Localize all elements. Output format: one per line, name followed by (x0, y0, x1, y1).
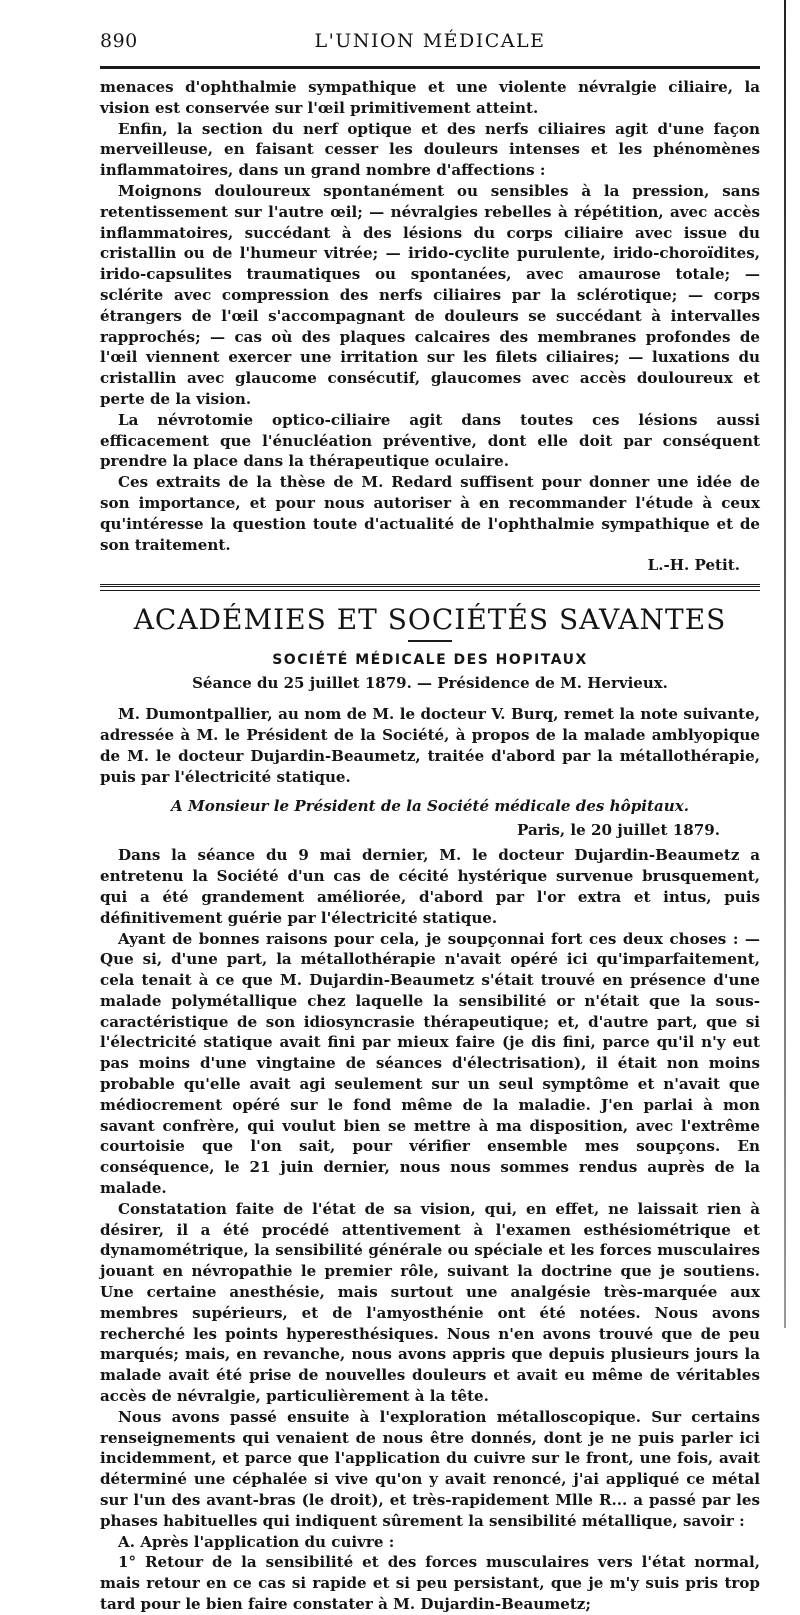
page-number: 890 (100, 30, 138, 52)
subsection-heading: A. Après l'application du cuivre : (118, 1532, 395, 1551)
paragraph: 1° Retour de la sensibilité et des forces musculaires vers l'état normal, mais retour en ce cas si rapide et si peu persistant, que je m'y suis pris trop tard pour le bien faire constater à M. Dujardin-Beaumetz; (100, 1553, 760, 1613)
society-title: SOCIÉTÉ MÉDICALE DES HOPITAUX (272, 652, 588, 669)
session-line: Séance du 25 juillet 1879. — Présidence de M. Hervieux. (192, 674, 668, 693)
letter-body (100, 845, 760, 1614)
paragraph: La névrotomie optico-ciliaire agit dans toutes ces lésions aussi efficacement que l'énucléation préventive, dont elle doit par conséquent prendre la place dans la thérapeutique oculaire. (100, 410, 760, 471)
signature: L.-H. Petit. (647, 556, 740, 575)
binding-edge (784, 0, 786, 1328)
paragraph: Ayant de bonnes raisons pour cela, je soupçonnai fort ces deux choses : — Que si, d'une part, la métallothérapie n'avait opéré ici qu'imparfaitement, cela tenait à ce que M. Dujardin-Beaumetz s'était trouvé en présence d'une malade polymétallique chez laquelle la sensibilité or n'était que la sous-caractéristique de son idiosyncrasie thérapeutique; et, d'autre part, que si l'électricité statique avait fini par mieux faire (je dis fini, parce qu'il n'y eut pas moins d'une vingtaine de séances d'électrisation), il était non moins probable qu'elle avait agi seulement sur un seul symptôme et n'avait que médiocrement opéré sur le fond même de la maladie. J'en parlai à mon savant confrère, qui voulut bien se mettre à ma disposition, avec l'extrême courtoisie que l'on sait, pour vérifier ensemble mes soupçons. En conséquence, le 21 juin dernier, nous nous sommes rendus auprès de la malade. (100, 929, 760, 1198)
letter-address: A Monsieur le Président de la Société médicale des hôpitaux. (171, 797, 689, 816)
paragraph: Enfin, la section du nerf optique et des nerfs ciliaires agit d'une façon merveilleuse, en faisant cesser les douleurs intenses et les phénomènes inflammatoires, dans un grand nombre d'affections : (100, 119, 760, 180)
section-divider (100, 584, 760, 591)
paragraph: menaces d'ophthalmie sympathique et une violente névralgie ciliaire, la vision est conservée sur l'œil primitivement atteint. (100, 78, 760, 117)
paragraph: Nous avons passé ensuite à l'exploration métalloscopique. Sur certains renseignements qui venaient de nous être donnés, dont je ne puis parler ici incidemment, et parce que l'application du cuivre sur le front, une fois, avait déterminé une céphalée si vive qu'on y avait renoncé, j'ai appliqué ce métal sur l'un des avant-bras (le droit), et très-rapidement Mlle R... a passé par les phases habituelles qui indiquent sûrement la sensibilité métallique, savoir : (100, 1407, 760, 1530)
signature-line (100, 555, 760, 576)
title-underline (408, 640, 452, 642)
paragraph: Moignons douloureux spontanément ou sensibles à la pression, sans retentissement sur l'autre œil; — névralgies rebelles à répétition, avec accès inflammatoires, succédant à des lésions du corps ciliaire avec issue du cristallin ou de l'humeur vitrée; — irido-cyclite purulente, irido-choroïdites, irido-capsulites traumatiques ou spontanées, avec amaurose totale; — sclérite avec compression des nerfs ciliaires par la sclérotique; — corps étrangers de l'œil s'accompagnant de douleurs se succédant à intervalles rapprochés; — cas où des plaques calcaires des membranes profondes de l'œil viennent exercer une irritation sur les filets ciliaires; — luxations du cristallin avec glaucome consécutif, glaucomes avec accès douloureux et perte de la vision. (100, 181, 760, 408)
section-title: ACADÉMIES ET SOCIÉTÉS SAVANTES (133, 603, 727, 637)
letter-place-date: Paris, le 20 juillet 1879. (517, 821, 720, 840)
running-head: L'UNION MÉDICALE (314, 30, 546, 52)
intro-paragraph: M. Dumontpallier, au nom de M. le docteur V. Burq, remet la note suivante, adressée à M. le Président de la Société, à propos de la malade amblyopique de M. le docteur Dujardin-Beaumetz, traitée d'abord par la métallothérapie, puis par l'électricité statique. (100, 705, 760, 786)
paragraph: Ces extraits de la thèse de M. Redard suffisent pour donner une idée de son importance, et pour nous autoriser à en recommander l'étude à ceux qu'intéresse la question toute d'actualité de l'ophthalmie sympathique et de son traitement. (100, 473, 760, 554)
paragraph: Dans la séance du 9 mai dernier, M. le docteur Dujardin-Beaumetz a entretenu la Société d'un cas de cécité hystérique survenue brusquement, qui a été grandement améliorée, d'abord par l'or extra et intus, puis définitivement guérie par l'électricité statique. (100, 846, 760, 927)
paragraph: Constatation faite de l'état de sa vision, qui, en effet, ne laissait rien à désirer, il a été procédé attentivement à l'examen esthésiométrique et dynamométrique, la sensibilité générale ou spéciale et les forces musculaires jouant en névropathie le premier rôle, suivant la doctrine que je soutiens. Une certaine anesthésie, mais surtout une analgésie très-marquée aux membres supérieurs, et de l'amyosthénie ont été notées. Nous avons recherché les points hyperesthésiques. Nous n'en avons trouvé que de peu marqués; mais, en revanche, nous avons appris que depuis plusieurs jours la malade avait été prise de nouvelles douleurs et avait eu même de véritables accès de névralgie, particulièrement à la tête. (100, 1199, 760, 1406)
page-header (100, 30, 760, 64)
article-continuation (100, 77, 760, 576)
header-rule (100, 66, 760, 69)
society-report (100, 704, 760, 787)
